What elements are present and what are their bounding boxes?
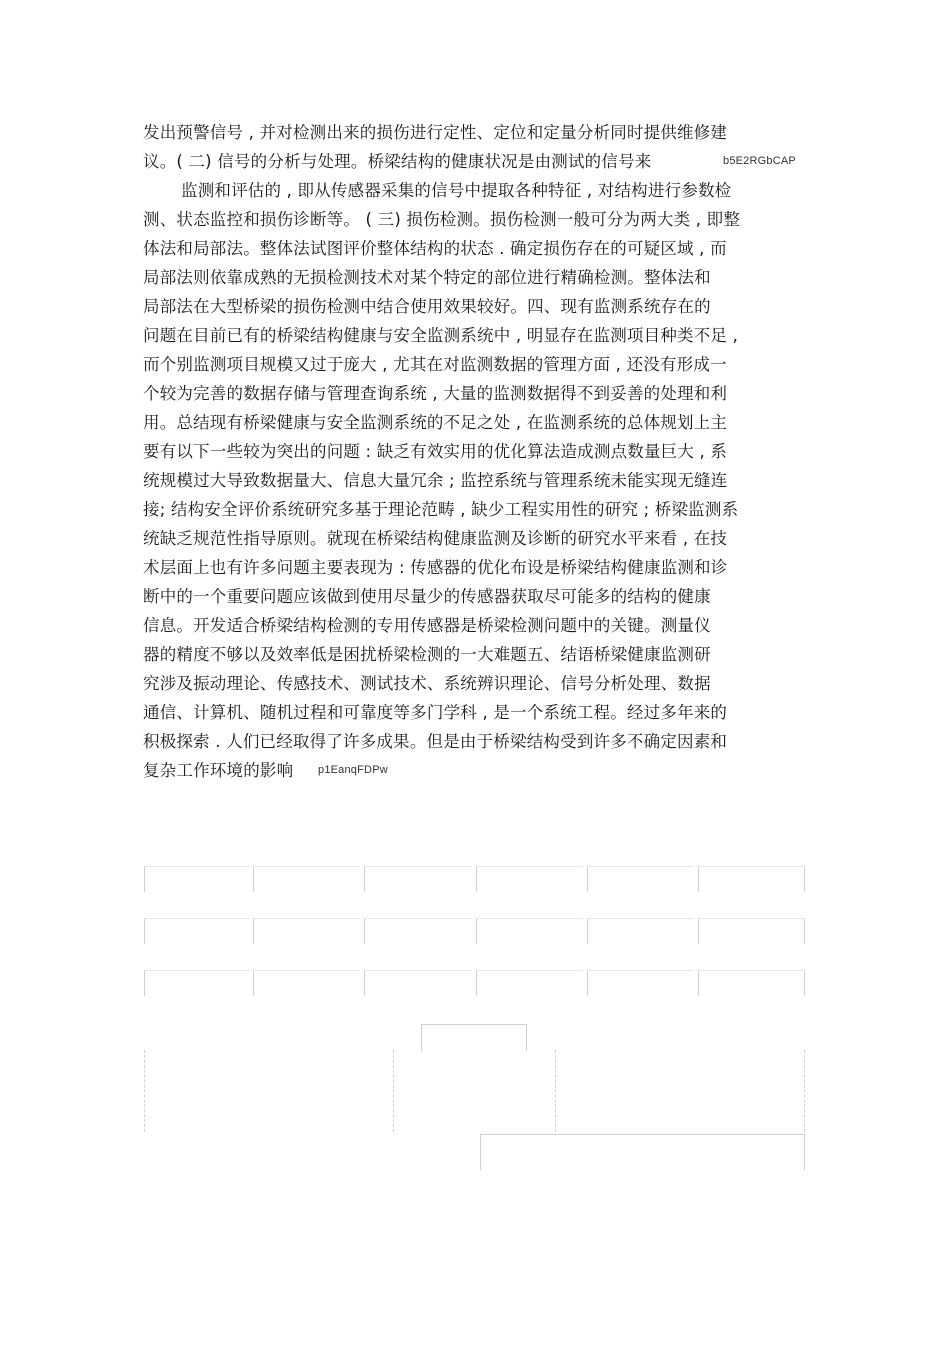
text-line: 局部法在大型桥梁的损伤检测中结合使用效果较好。四、现有监测系统存在的 [143,297,711,316]
text-line: 信息。开发适合桥梁结构检测的专用传感器是桥梁检测问题中的关键。测量仪 [143,616,711,635]
grid-row [144,866,805,892]
grid-cell [253,866,360,892]
body-text [143,118,823,785]
text-line: 议。( 二) 信号的分析与处理。桥梁结构的健康状况是由测试的信号来 b5E2RGbCAP [143,147,823,176]
grid-cell [144,866,250,892]
grid-cell [253,970,360,996]
grid-cell [698,866,805,892]
text-line: 个较为完善的数据存储与管理查询系统 , 大量的监测数据得不到妥善的处理和利 [143,384,728,403]
text-line: 体法和局部法。整体法试图评价整体结构的状态 . 确定损伤存在的可疑区域 , 而 [143,239,727,258]
grid-cell [587,970,694,996]
dashed-frame [144,1050,805,1134]
grid-cell [144,918,250,944]
grid-cell [587,918,694,944]
text-line: 发出预警信号 , 并对检测出来的损伤进行定性、定位和定量分析同时提供维修建 [143,123,728,142]
dashed-line [555,1050,556,1132]
text-line: 问题在目前已有的桥梁结构健康与安全监测系统中 , 明显存在监测项目种类不足 , [143,326,739,345]
dashed-line [144,1050,145,1132]
text-line: 要有以下一些较为突出的问题 : 缺乏有效实用的优化算法造成测点数量巨大 , 系 [143,442,728,461]
text-line: 测、状态监控和损伤诊断等。 ( 三) 损伤检测。损伤检测一般可分为两大类 , 即整 [143,210,741,229]
grid-cell [253,918,360,944]
dashed-line [804,1050,805,1132]
text-line: 究涉及振动理论、传感技术、测试技术、系统辨识理论、信号分析处理、数据 [143,674,711,693]
flow-box-top [421,1024,527,1051]
text-line: 器的精度不够以及效率低是困扰桥梁检测的一大难题五、结语桥梁健康监测研 [143,645,711,664]
text-line: 统规模过大导致数据量大、信息大量冗余 ; 监控系统与管理系统未能实现无缝连 [143,471,728,490]
dashed-line [393,1050,394,1132]
grid-cell [144,970,250,996]
grid-cell [587,866,694,892]
text-line: 监测和评估的 , 即从传感器采集的信号中提取各种特征 , 对结构进行参数检 [181,181,732,200]
text-line: 而个别监测项目规模又过于庞大 , 尤其在对监测数据的管理方面 , 还没有形成一 [143,355,727,374]
grid-cell [698,918,805,944]
flow-box-bottom [480,1134,805,1170]
grid-cell [476,970,583,996]
grid-cell [698,970,805,996]
text-line: 复杂工作环境的影响 p1EanqFDPw [143,756,823,785]
grid-cell [364,918,472,944]
text-line: 术层面上也有许多问题主要表现为 : 传感器的优化布设是桥梁结构健康监测和诊 [143,558,728,577]
text-line: 通信、计算机、随机过程和可靠度等多门学科 , 是一个系统工程。经过多年来的 [143,703,728,722]
text-line: 积极探索 . 人们已经取得了许多成果。但是由于桥梁结构受到许多不确定因素和 [143,732,728,751]
text-line: 断中的一个重要问题应该做到使用尽量少的传感器获取尽可能多的结构的健康 [143,587,711,606]
grid-cell [476,866,583,892]
text-line: 统缺乏规范性指导原则。就现在桥梁结构健康监测及诊断的研究水平来看 , 在技 [143,529,728,548]
grid-cell [364,970,472,996]
doc-code: p1EanqFDPw [318,764,388,776]
grid-row [144,918,805,944]
text-line: 用。总结现有桥梁健康与安全监测系统的不足之处 , 在监测系统的总体规划上主 [143,413,728,432]
grid-row [144,970,805,996]
text-line: 局部法则依靠成熟的无损检测技术对某个特定的部位进行精确检测。整体法和 [143,268,711,287]
grid-cell [364,866,472,892]
doc-code: b5E2RGbCAP [723,155,796,167]
grid-cell [476,918,583,944]
text-line: 接; 结构安全评价系统研究多基于理论范畴 , 缺少工程实用性的研究 ; 桥梁监测系 [143,500,739,519]
